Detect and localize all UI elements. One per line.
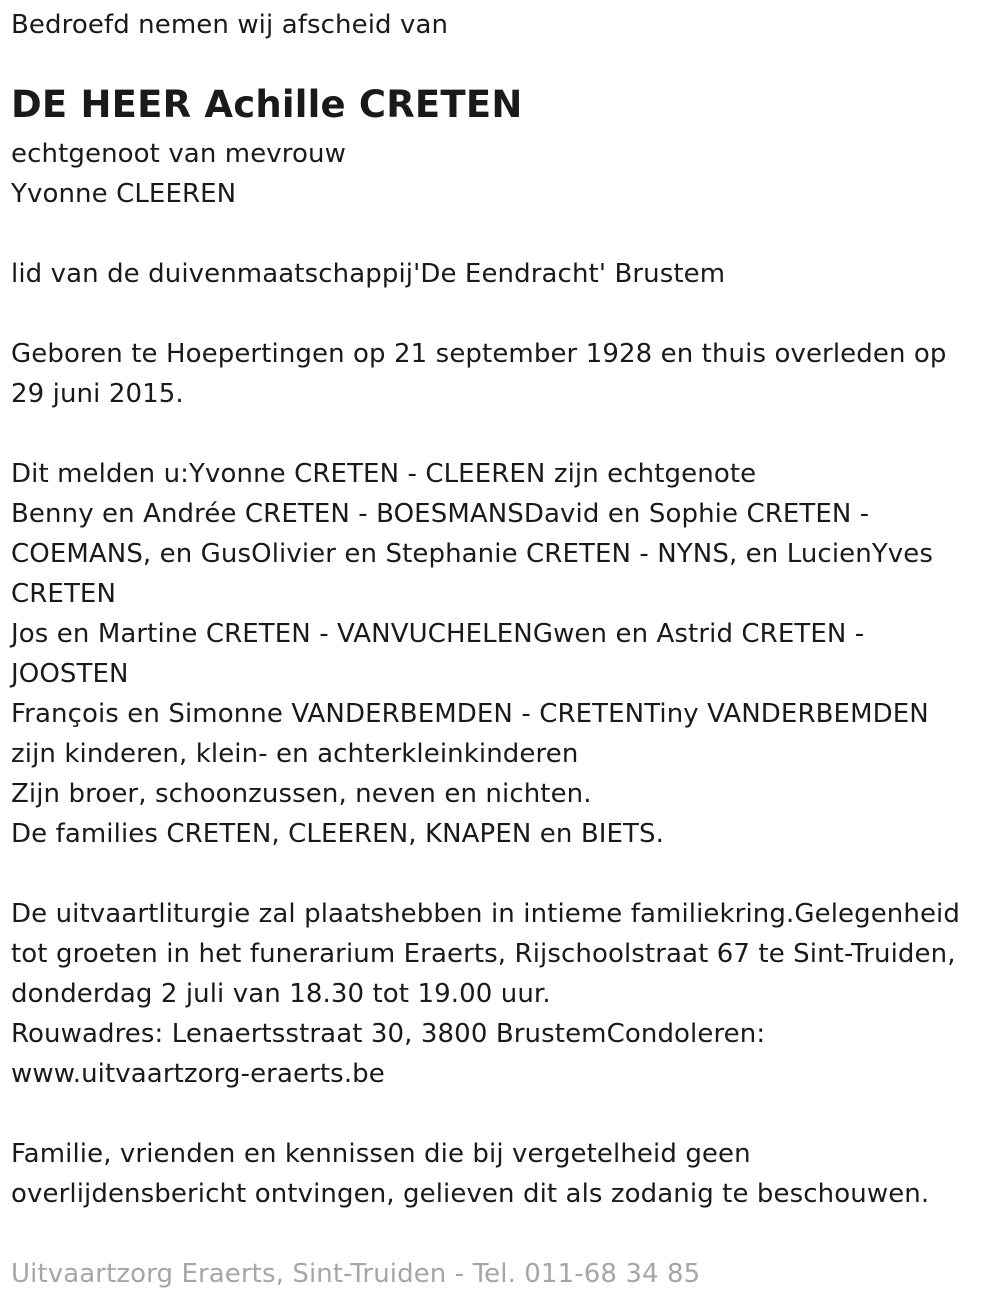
family-line: Dit melden u:Yvonne CRETEN - CLEEREN zijn echtgenote — [11, 459, 757, 489]
family-line: COEMANS, en GusOlivier en Stephanie CRETEN - NYNS, en LucienYves — [11, 539, 934, 569]
funeral-line: tot groeten in het funerarium Eraerts, Rijschoolstraat 67 te Sint-Truiden, — [11, 939, 956, 969]
family-line: François en Simonne VANDERBEMDEN - CRETENTiny VANDERBEMDEN — [11, 699, 929, 729]
spouse-line-2: Yvonne CLEEREN — [11, 179, 237, 209]
intro-text: Bedroefd nemen wij afscheid van — [11, 10, 449, 40]
family-line: CRETEN — [11, 579, 117, 609]
family-line: zijn kinderen, klein- en achterkleinkinderen — [11, 739, 579, 769]
family-line: Zijn broer, schoonzussen, neven en nichten. — [11, 779, 592, 809]
deceased-name-title: DE HEER Achille CRETEN — [11, 83, 523, 126]
family-line: De families CRETEN, CLEEREN, KNAPEN en BIETS. — [11, 819, 665, 849]
family-line: JOOSTEN — [11, 659, 129, 689]
funeral-line: De uitvaartliturgie zal plaatshebben in intieme familiekring.Gelegenheid — [11, 899, 960, 929]
funeral-home-footer: Uitvaartzorg Eraerts, Sint-Truiden - Tel. 011-68 34 85 — [11, 1259, 701, 1289]
birth-death-line-1: Geboren te Hoepertingen op 21 september 1928 en thuis overleden op — [11, 339, 947, 369]
funeral-line: donderdag 2 juli van 18.30 tot 19.00 uur. — [11, 979, 551, 1009]
notice-line: Familie, vrienden en kennissen die bij vergetelheid geen — [11, 1139, 751, 1169]
mourning-address: Rouwadres: Lenaertsstraat 30, 3800 BrustemCondoleren: — [11, 1019, 766, 1049]
notice-line: overlijdensbericht ontvingen, gelieven dit als zodanig te beschouwen. — [11, 1179, 930, 1209]
condolence-website: www.uitvaartzorg-eraerts.be — [11, 1059, 385, 1089]
birth-death-line-2: 29 juni 2015. — [11, 379, 184, 409]
family-line: Benny en Andrée CRETEN - BOESMANSDavid en Sophie CRETEN - — [11, 499, 870, 529]
family-line: Jos en Martine CRETEN - VANVUCHELENGwen en Astrid CRETEN - — [11, 619, 865, 649]
membership-text: lid van de duivenmaatschappij'De Eendracht' Brustem — [11, 259, 726, 289]
spouse-line-1: echtgenoot van mevrouw — [11, 139, 346, 169]
